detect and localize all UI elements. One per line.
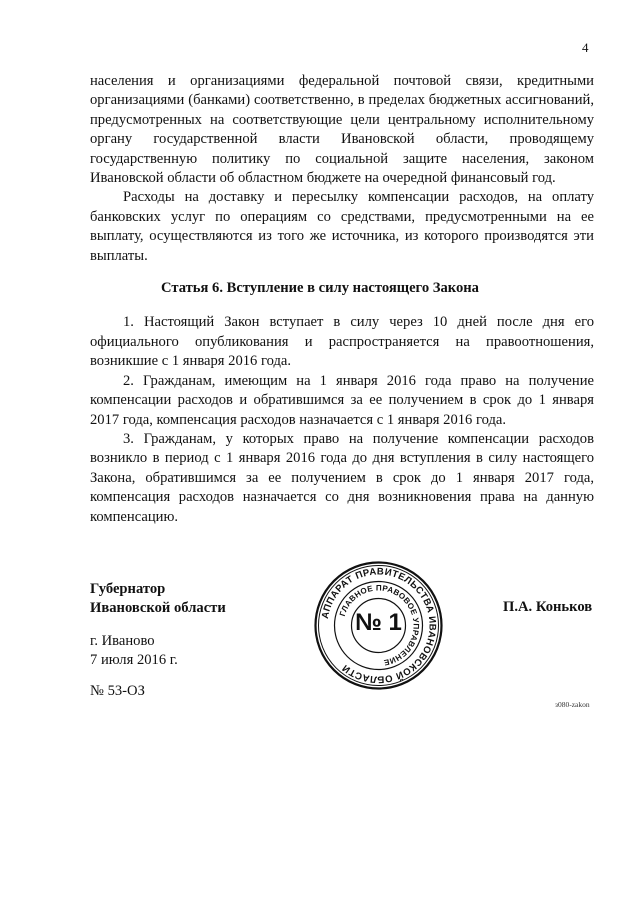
article-item: 2. Гражданам, имеющим на 1 января 2016 года право на получение компенсации расходов и обратившимся за ее получением в срок до 1 января 2017 года, компенсация расходов назначается с 1 января 2016 года.: [90, 372, 594, 428]
paragraph: населения и организациями федеральной почтовой связи, кредитными организациями (банками) соответственно, в пределах бюджетных ассигнований, предусмотренных на соответствующие цели центральному исполнительному органу государственной власти Ивановской области, проводящему государственную политику по социальной защите населения, законом Ивановской области об областном бюджете на очередной финансовый год.: [90, 73, 594, 187]
file-code: з080-zakon: [555, 700, 590, 709]
stamp-outer-text: АППАРАТ ПРАВИТЕЛЬСТВА ИВАНОВСКОЙ ОБЛАСТИ: [319, 566, 438, 685]
date: 7 июля 2016 г.: [90, 652, 178, 668]
stamp-number: № 1: [355, 609, 402, 636]
article-item: 1. Настоящий Закон вступает в силу через 10 дней после дня его официального опубликования и распространяется на правоотношения, возникшие с 1 января 2016 года.: [90, 314, 594, 370]
article-item: 3. Гражданам, у которых право на получение компенсации расходов возникло в период с 1 января 2016 года до дня вступления в силу настоящего Закона, обратившимся за ее получением в срок до 1 января 2017 года, компенсация расходов назначается со дня возникновения права на данную компенсацию.: [90, 430, 594, 525]
official-stamp: [313, 560, 444, 691]
page-number: 4: [582, 40, 589, 55]
law-number: № 53-ОЗ: [90, 683, 145, 699]
stamp-inner-text: ГЛАВНОЕ ПРАВОВОЕ УПРАВЛЕНИЕ: [337, 583, 421, 668]
article-heading: Статья 6. Вступление в силу настоящего Закона: [161, 280, 479, 297]
signatory-title-line: Губернатор: [90, 581, 166, 597]
place-date: [90, 632, 178, 670]
document-body: [90, 72, 594, 527]
paragraph: Расходы на доставку и пересылку компенсации расходов, на оплату банковских услуг по операциям со средствами, предусмотренными на ее выплату, осуществляются из того же источника, из которого производятся эти выплаты.: [90, 189, 594, 264]
signatory-name: П.А. Коньков: [503, 599, 593, 615]
signatory-title-line: Ивановской области: [90, 600, 226, 616]
signatory-title: [90, 580, 226, 618]
place: г. Иваново: [90, 633, 155, 649]
